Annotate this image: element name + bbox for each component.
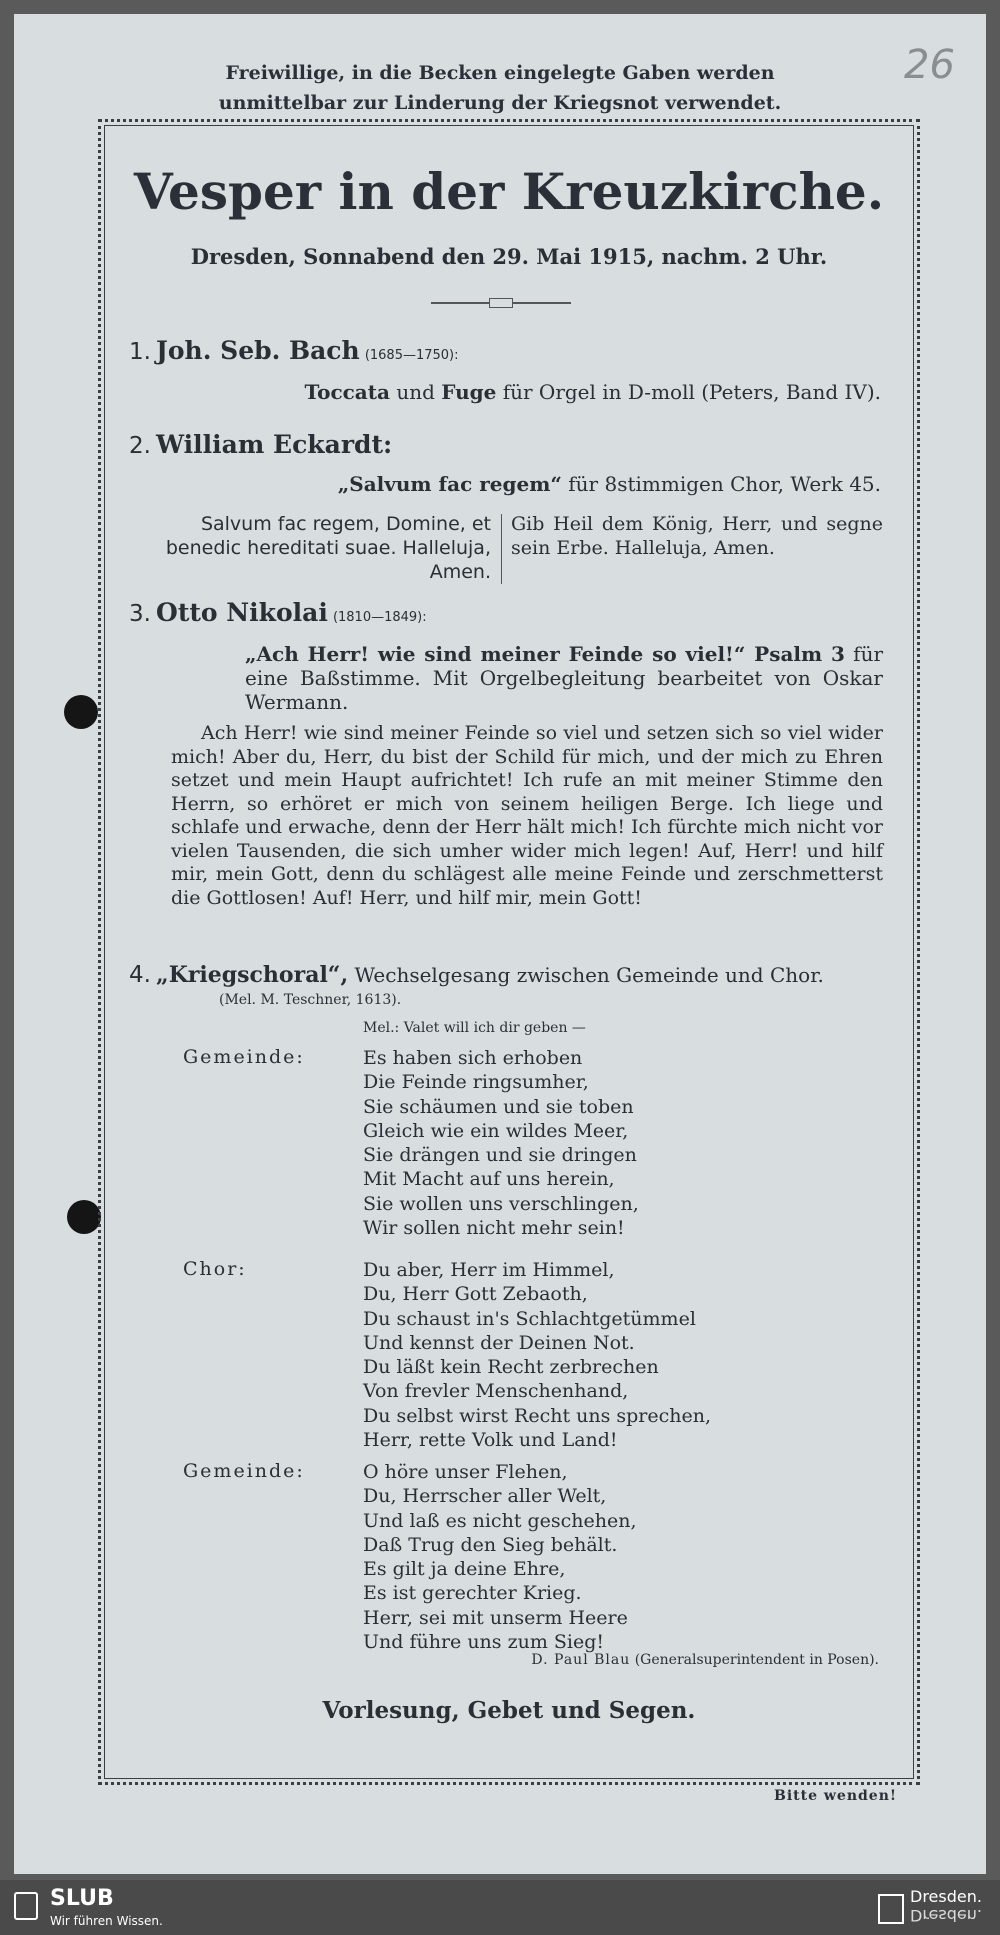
composer-name: Otto Nikolai — [156, 598, 328, 627]
program-frame — [98, 119, 920, 1785]
stanza-2: Du aber, Herr im Himmel, Du, Herr Gott Zebaoth, Du schaust in's Schlachtgetümmel Und kennst der Deinen Not. Du läßt kein Recht zerbrechen Von frevler Menschenhand, Du selbst wirst Recht uns sprechen, Herr, rette Volk und Land! — [363, 1259, 712, 1452]
work-title: „Ach Herr! wie sind meiner Feinde so viel!“ Psalm 3 für eine Baßstimme. Mit Orgelbegleitung bearbeitet von Oskar Wermann. — [245, 642, 884, 714]
donation-notice: Freiwillige, in die Becken eingelegte Gaben werden unmittelbar zur Linderung der Kriegsnot verwendet. — [218, 62, 782, 114]
melody-note: Mel.: Valet will ich dir geben — — [363, 1020, 586, 1036]
hymn-author: D. Paul Blau (Generalsuperintendent in Posen). — [531, 1652, 879, 1668]
stanza-3: O höre unser Flehen, Du, Herrscher aller Welt, Und laß es nicht geschehen, Daß Trug den Sieg behält. Es gilt ja deine Ehre, Es ist gerechter Krieg. Herr, sei mit unserm Heere Und führe uns zum Sieg! — [363, 1461, 637, 1654]
closing-line: Vorlesung, Gebet und Segen. — [322, 1697, 696, 1724]
page-title: Vesper in der Kreuzkirche. — [133, 162, 885, 221]
latin-text: Salvum fac regem, Domine, et benedic hereditati suae. Halleluja, Amen. — [165, 513, 491, 583]
program-item-1: 1. Joh. Seb. Bach (1685—1750): — [129, 336, 459, 365]
program-item-3: 3. Otto Nikolai (1810—1849): — [129, 598, 427, 627]
composer-name: William Eckardt: — [156, 430, 393, 459]
page-subtitle: Dresden, Sonnabend den 29. Mai 1915, nachm. 2 Uhr. — [190, 244, 828, 269]
melody-source: (Mel. M. Teschner, 1613). — [219, 992, 402, 1008]
program-item-4: 4. „Kriegschoral“, Wechselgesang zwischen Gemeinde und Chor. — [129, 962, 824, 988]
dresden-crest-icon — [878, 1894, 904, 1924]
psalm-text: Ach Herr! wie sind meiner Feinde so viel und setzen sich so viel wider mich! Aber du, Herr, du bist der Schild für mich, und der mich zu Ehren setzet und mein Haupt aufrichtet! Ich rufe an mit meiner Stimme den Herrn, so erhöret er mich von seinem heiligen Berge. Ich liege und schlafe und erwache, denn der Herr hält mich! Ich fürchte mich nicht vor vielen Tausenden, die sich umher wider mich legen! Auf, Herr! und hilf mir, mein Gott, denn du schlägest alle meine Feinde und zerschmetterst die Gottlosen! Auf! Herr, und hilf mir, mein Gott! — [171, 722, 883, 909]
program-item-2: 2. William Eckardt: — [129, 430, 393, 459]
ornament-divider — [431, 302, 571, 304]
stanza-1: Es haben sich erhoben Die Feinde ringsumher, Sie schäumen und sie toben Gleich wie ein wildes Meer, Sie drängen und sie dringen Mit Macht auf uns herein, Sie wollen uns verschlingen, Wir sollen nicht mehr sein! — [363, 1047, 639, 1240]
slub-logo-icon — [14, 1892, 38, 1920]
german-text: Gib Heil dem König, Herr, und segne sein Erbe. Halleluja, Amen. — [511, 513, 883, 559]
archive-number: 26 — [904, 42, 955, 88]
composer-name: Joh. Seb. Bach — [156, 336, 360, 365]
library-footer — [0, 1880, 1000, 1935]
program-sheet — [14, 14, 986, 1874]
slub-brand[interactable]: SLUB — [50, 1886, 114, 1911]
stanza-label: Gemeinde: — [183, 1046, 305, 1068]
work-title: Toccata und Fuge für Orgel in D-moll (Peters, Band IV). — [304, 380, 881, 404]
turn-page-note: Bitte wenden! — [774, 1788, 898, 1804]
dresden-logo[interactable]: Dresden. Dresden. — [910, 1887, 982, 1925]
stanza-label: Chor: — [183, 1258, 247, 1280]
slub-slogan: Wir führen Wissen. — [50, 1914, 163, 1928]
punch-hole — [64, 695, 98, 729]
column-divider — [501, 514, 502, 584]
work-title: „Salvum fac regem“ für 8stimmigen Chor, Werk 45. — [337, 472, 881, 496]
stanza-label: Gemeinde: — [183, 1460, 305, 1482]
punch-hole — [67, 1200, 101, 1234]
